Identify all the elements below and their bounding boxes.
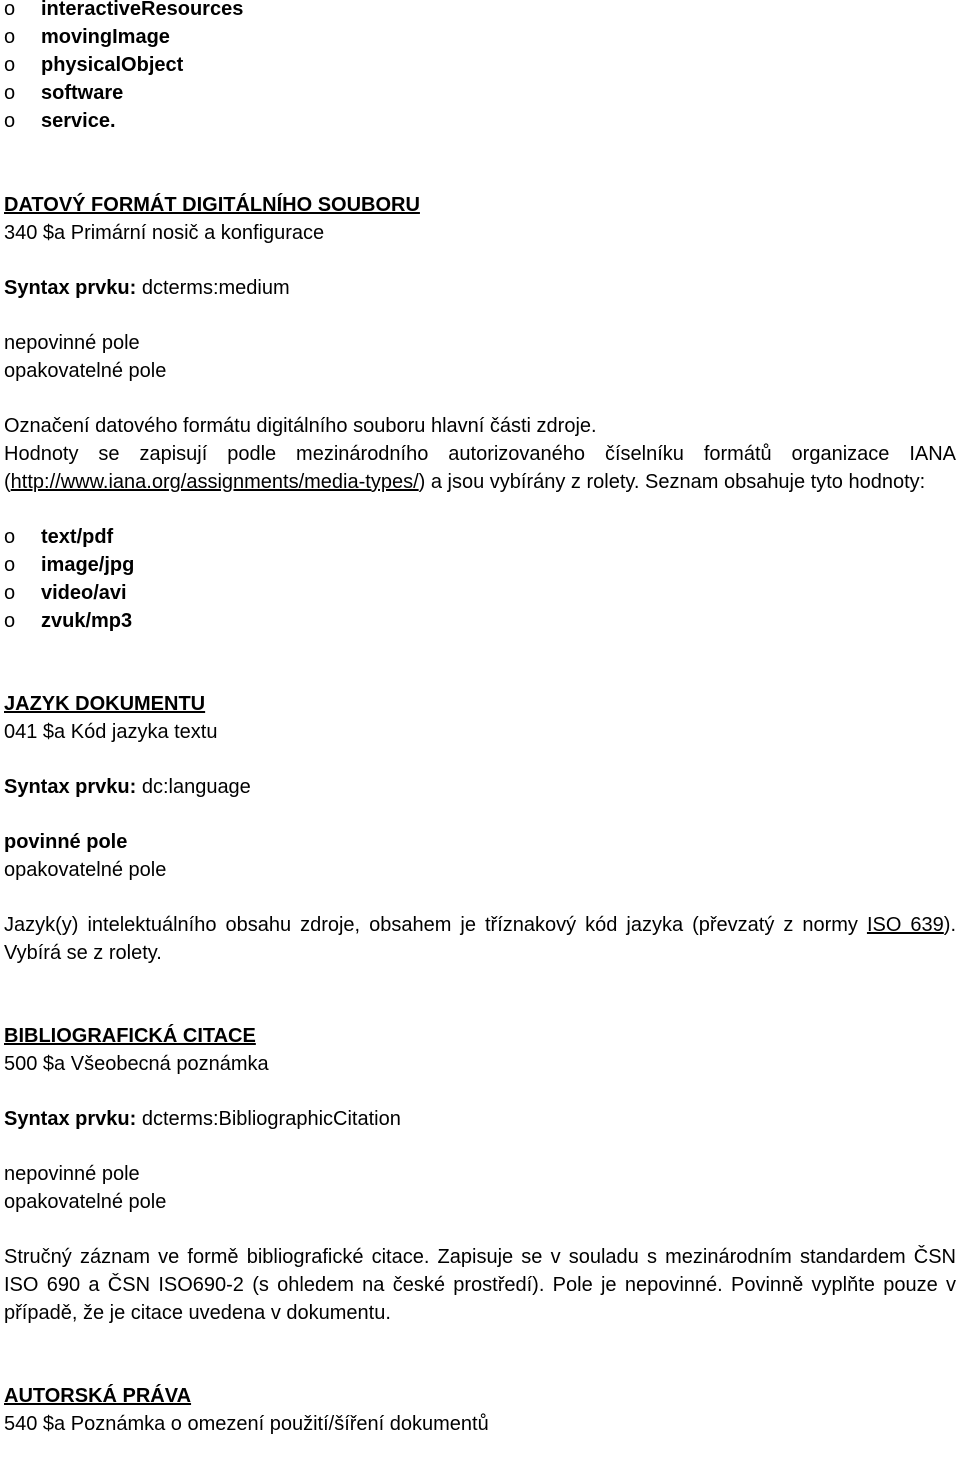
bullet-marker: o: [4, 54, 16, 76]
section-language: [4, 690, 956, 967]
list-item: [4, 79, 956, 107]
syntax-value: dc:language: [136, 776, 251, 798]
section-heading: DATOVÝ FORMÁT DIGITÁLNÍHO SOUBORU: [4, 194, 420, 216]
spacer: [4, 801, 956, 828]
list-item-text: software: [41, 82, 124, 104]
spacer: [4, 663, 956, 690]
list-item-text: physicalObject: [41, 54, 184, 76]
requirement-text: nepovinné pole: [4, 1163, 140, 1185]
section-copyright: [4, 1382, 956, 1438]
bullet-marker: o: [4, 0, 16, 20]
spacer: [4, 1133, 956, 1160]
repeatability-text: opakovatelné pole: [4, 360, 167, 382]
syntax-value: dcterms:BibliographicCitation: [136, 1108, 401, 1130]
description-text: Hodnoty se zapisují podle mezinárodního autorizovaného číselníku formátů organizace IANA (: [4, 443, 956, 493]
description-text: Jazyk(y) intelektuálního obsahu zdroje, obsahem je tříznakový kód jazyka (převzatý z normy: [4, 914, 867, 936]
section-heading: BIBLIOGRAFICKÁ CITACE: [4, 1025, 256, 1047]
iso-639-link[interactable]: ISO 639: [866, 914, 944, 936]
bullet-marker: o: [4, 554, 16, 576]
spacer: [4, 247, 956, 274]
list-item-text: video/avi: [41, 582, 127, 604]
requirement-text: povinné pole: [4, 831, 128, 853]
spacer: [4, 135, 956, 163]
repeatability-text: opakovatelné pole: [4, 859, 167, 881]
list-item: [4, 523, 956, 551]
bullet-marker: o: [4, 582, 16, 604]
list-item-text: text/pdf: [41, 526, 114, 548]
list-item-text: zvuk/mp3: [41, 610, 133, 632]
spacer: [4, 1355, 956, 1382]
type-list: [4, 0, 956, 135]
syntax-line: [4, 773, 956, 801]
section-heading: JAZYK DOKUMENTU: [4, 693, 206, 715]
spacer: [4, 1327, 956, 1355]
format-values-list: [4, 523, 956, 635]
list-item: [4, 51, 956, 79]
description-text: ). Vybírá se z rolety.: [4, 914, 956, 964]
syntax-line: [4, 1105, 956, 1133]
spacer: [4, 967, 956, 995]
section-heading: AUTORSKÁ PRÁVA: [4, 1385, 192, 1407]
spacer: [4, 746, 956, 773]
spacer: [4, 385, 956, 412]
syntax-label: Syntax prvku:: [4, 1108, 137, 1130]
description-text: ) a jsou vybírány z rolety. Seznam obsahuje tyto hodnoty:: [418, 471, 926, 493]
list-item: [4, 607, 956, 635]
field-code: 540 $a Poznámka o omezení použití/šíření dokumentů: [4, 1413, 489, 1435]
list-item-text: image/jpg: [41, 554, 135, 576]
syntax-label: Syntax prvku:: [4, 776, 137, 798]
spacer: [4, 635, 956, 663]
bullet-marker: o: [4, 110, 16, 132]
syntax-label: Syntax prvku:: [4, 277, 137, 299]
list-item-text: movingImage: [41, 26, 170, 48]
bullet-marker: o: [4, 526, 16, 548]
description-paragraph: Stručný záznam ve formě bibliografické citace. Zapisuje se v souladu s mezinárodním standardem ČSN ISO 690 a ČSN ISO690-2 (s ohledem na české prostředí). Pole je nepovinné. Povinně vyplňte pouze v případě, že je citace uvedena v dokumentu.: [4, 1246, 956, 1324]
bullet-marker: o: [4, 26, 16, 48]
iana-link[interactable]: http://www.iana.org/assignments/media-types/: [10, 471, 419, 493]
field-code: 500 $a Všeobecná poznámka: [4, 1053, 269, 1075]
list-item: [4, 107, 956, 135]
field-code: 340 $a Primární nosič a konfigurace: [4, 222, 325, 244]
list-item: [4, 23, 956, 51]
list-item: [4, 551, 956, 579]
spacer: [4, 302, 956, 329]
section-data-format: [4, 191, 956, 635]
document-page: [4, 0, 956, 1438]
requirement-text: nepovinné pole: [4, 332, 140, 354]
spacer: [4, 496, 956, 523]
spacer: [4, 1078, 956, 1105]
repeatability-text: opakovatelné pole: [4, 1191, 167, 1213]
syntax-line: [4, 274, 956, 302]
field-code: 041 $a Kód jazyka textu: [4, 721, 218, 743]
bullet-marker: o: [4, 610, 16, 632]
section-bibliographic-citation: [4, 1022, 956, 1327]
syntax-value: dcterms:medium: [136, 277, 290, 299]
description-paragraph: [4, 911, 956, 967]
list-item: [4, 579, 956, 607]
spacer: [4, 163, 956, 191]
list-item-text: interactiveResources: [41, 0, 244, 20]
spacer: [4, 1216, 956, 1243]
description-text: Označení datového formátu digitálního souboru hlavní části zdroje.: [4, 415, 597, 437]
spacer: [4, 884, 956, 911]
description-paragraph: [4, 440, 956, 496]
list-item: [4, 0, 956, 23]
spacer: [4, 995, 956, 1022]
bullet-marker: o: [4, 82, 16, 104]
list-item-text: service.: [41, 110, 116, 132]
